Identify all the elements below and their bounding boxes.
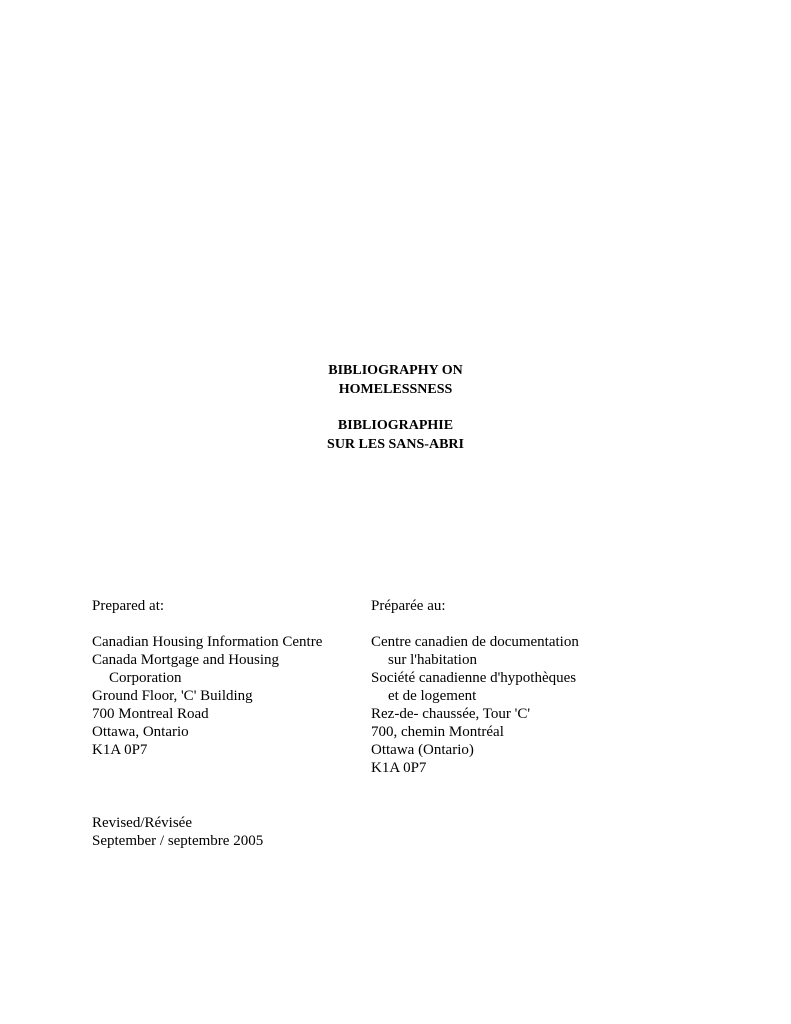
address-line: 700, chemin Montréal: [371, 724, 504, 740]
address-line: Ottawa, Ontario: [92, 724, 189, 740]
revision-date: September / septembre 2005: [92, 833, 264, 849]
english-address-block: [92, 597, 352, 759]
address-line: Canada Mortgage and Housing: [92, 652, 280, 668]
preparee-au-heading: Préparée au:: [371, 598, 446, 614]
address-line: Centre canadien de documentation: [371, 634, 579, 650]
revision-label: Revised/Révisée: [92, 815, 192, 831]
address-line: Ottawa (Ontario): [371, 742, 474, 758]
address-line: K1A 0P7: [371, 760, 427, 776]
address-line: et de logement: [388, 688, 477, 704]
address-line: K1A 0P7: [92, 742, 148, 758]
prepared-at-heading: Prepared at:: [92, 598, 165, 614]
address-line: Ground Floor, 'C' Building: [92, 688, 253, 704]
address-line: sur l'habitation: [388, 652, 477, 668]
address-line: Rez-de- chaussée, Tour 'C': [371, 706, 531, 722]
address-line: Canadian Housing Information Centre: [92, 634, 323, 650]
french-address-block: [371, 597, 671, 777]
revision-block: [92, 814, 263, 850]
title-french-line-1: BIBLIOGRAPHIE: [337, 418, 454, 433]
address-line: Corporation: [109, 670, 182, 686]
title-english-line-2: HOMELESSNESS: [338, 382, 453, 397]
title-block: [0, 361, 791, 454]
title-french-line-2: SUR LES SANS-ABRI: [327, 437, 464, 452]
address-line: 700 Montreal Road: [92, 706, 209, 722]
title-english-line-1: BIBLIOGRAPHY ON: [328, 363, 463, 378]
address-line: Société canadienne d'hypothèques: [371, 670, 577, 686]
